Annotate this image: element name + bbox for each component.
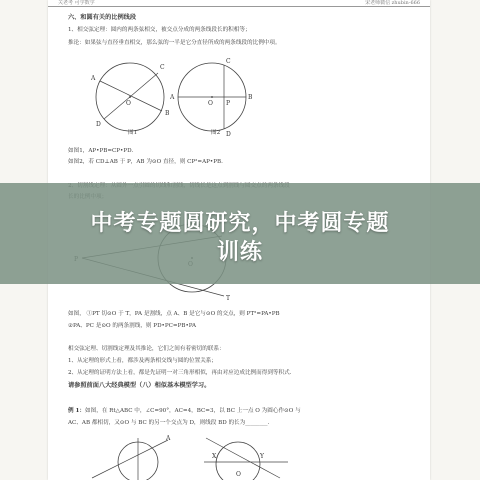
fig3-label-t: T <box>226 295 231 302</box>
fig1-label-b: B <box>165 110 170 117</box>
figure-2 <box>170 55 260 137</box>
figure-2-caption: 图2 <box>211 130 221 136</box>
example-1-text: 如图，在 Rt△ABC 中，∠C=90°，AC=4，BC=3，以 BC 上一点 O 为圆心作⊙O 与 <box>85 408 301 414</box>
section-title: 六、和圆有关的比例线段 <box>68 14 137 21</box>
paragraph-5: 1、从定理的形式上看，都涉及两条相交线与圆的位置关系； <box>68 358 217 364</box>
paragraph-1: 1、相交弦定理：圆内的两条弦相交，被交点分成的两条线段长的积相等； <box>68 27 251 33</box>
title-banner <box>0 183 480 284</box>
fig5-label-y: Y <box>260 453 264 460</box>
fig1-label-d: D <box>96 121 101 128</box>
banner-title-line-2: 训练 <box>216 240 263 265</box>
fig2-label-a: A <box>170 94 175 101</box>
example-1-line-2: AC、AB 都相切，又⊙O 与 BC 的另一个交点为 D，则线段 BD 的长为________. <box>68 420 270 426</box>
fig2-label-b: B <box>248 94 253 101</box>
paragraph-2: 推论：如果弦与直径垂直相交，那么弦的一半是它分直径所成的两条线段的比例中项。 <box>68 40 281 46</box>
figure-1 <box>88 55 178 137</box>
fig2-label-d: D <box>226 131 231 137</box>
example-line-2: 如图2，若 CD⊥AB 于 P，AB 为⊙O 直径，则 CP²=AP•PB. <box>68 159 223 165</box>
fig2-label-c: C <box>226 58 231 65</box>
example-1-label: 例 1： <box>68 408 86 414</box>
example-line-1: 如图1，AP•PB=CP•PD. <box>68 148 134 154</box>
fig1-label-o: O <box>126 100 131 107</box>
figure-4 <box>88 432 178 480</box>
paragraph-6: 2、从定理的证明方法上看，都是先证明一对三角形相似，再由对应边成比例而得到等积式. <box>68 370 292 376</box>
example-1-line-1 <box>68 408 301 415</box>
example-line-3: 如图， ①PT 切⊙O 于 T，PA 是割线，点 A、B 是它与⊙O 的交点，则 PT²=PA•PB <box>68 311 280 317</box>
fig5-label-o: O <box>236 471 241 478</box>
example-line-4: ②PA、PC 是⊙O 的两条割线，则 PD•PC=PB•PA <box>68 323 197 329</box>
header-right: 宋老师微信 zhubin-666 <box>365 0 420 6</box>
fig2-label-o: O <box>208 100 213 107</box>
banner-title-line-1: 中考专题圆研究，中考圆专题 <box>90 211 390 236</box>
header-left: 关老考 可学数学 <box>58 0 95 6</box>
fig1-label-a: A <box>91 75 96 82</box>
figure-5 <box>198 432 298 480</box>
fig5-label-x: X <box>212 453 217 460</box>
paragraph-4: 相交弦定理、切割线定理及其推论，它们之间有着密切的联系： <box>68 346 225 352</box>
fig4-label-a: A <box>166 435 171 442</box>
figure-1-caption: 图1 <box>128 130 138 136</box>
page-header <box>48 0 430 7</box>
fig1-label-c: C <box>160 64 165 71</box>
paragraph-7: 请参照前面八大经典模型（八）相似基本模型学习。 <box>68 382 211 389</box>
fig2-label-p: P <box>226 100 231 107</box>
